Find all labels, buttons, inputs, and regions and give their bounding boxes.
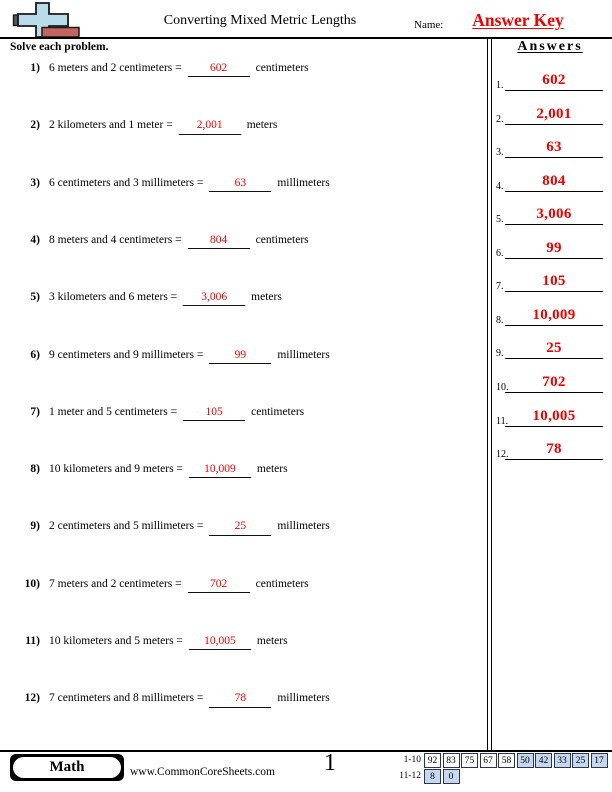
score-cell: 58 <box>498 753 515 768</box>
answers-list-item <box>494 235 606 261</box>
score-cells <box>424 769 461 784</box>
problem-row <box>20 578 309 593</box>
answer-inline-value: 10,005 <box>204 635 236 647</box>
answer-item-number: 1. <box>496 80 504 91</box>
answer-blank <box>188 234 250 249</box>
problem-number: 8) <box>30 463 40 476</box>
problem-unit: centimeters <box>255 577 309 590</box>
problem-text: 8 meters and 4 centimeters = <box>49 233 182 246</box>
answer-item-line <box>505 440 603 460</box>
answer-blank <box>189 635 251 650</box>
answer-inline-value: 78 <box>234 692 247 705</box>
problem-number: 2) <box>30 119 40 132</box>
page-title: Converting Mixed Metric Lengths <box>163 13 357 28</box>
problem-number: 4) <box>30 233 40 246</box>
answer-inline-value: 804 <box>210 233 228 246</box>
answer-item-value: 10,005 <box>532 407 576 424</box>
score-row <box>388 769 609 784</box>
answer-item-value: 2,001 <box>536 105 572 122</box>
subject-badge-label: Math <box>13 757 121 778</box>
answer-item-line <box>505 71 603 91</box>
answers-list-item <box>494 302 606 328</box>
answers-list-item <box>494 134 606 160</box>
page-number: 1 <box>324 750 336 776</box>
problem-text: 7 meters and 2 centimeters = <box>49 577 182 590</box>
answer-item-value: 3,006 <box>536 206 572 223</box>
problem-text: 2 centimeters and 5 millimeters = <box>49 520 204 533</box>
answers-list-item <box>494 168 606 194</box>
problem-unit: meters <box>251 291 282 304</box>
score-cell: 50 <box>517 753 534 768</box>
answer-item-value: 63 <box>546 139 562 156</box>
answer-item-line <box>505 239 603 259</box>
subject-badge <box>10 754 124 781</box>
answer-item-line <box>505 339 603 359</box>
answer-item-line <box>505 373 603 393</box>
commoncoresheets-logo-icon <box>12 2 82 39</box>
problem-text: 9 centimeters and 9 millimeters = <box>49 348 204 361</box>
problem-row <box>20 692 330 707</box>
answer-blank <box>183 406 245 421</box>
problem-row <box>20 119 277 134</box>
answer-item-number: 9. <box>496 348 504 360</box>
answers-list-item <box>494 201 606 227</box>
score-cell: 0 <box>443 769 460 784</box>
answer-inline-value: 99 <box>234 348 247 361</box>
answer-item-line <box>505 138 603 158</box>
score-cell: 25 <box>572 753 589 768</box>
problem-number: 1) <box>30 62 40 74</box>
problem-number: 9) <box>30 520 40 533</box>
answers-list-item <box>494 67 606 93</box>
name-label: Name: <box>414 19 444 31</box>
answer-item-number: 2. <box>496 113 504 125</box>
problem-text: 7 centimeters and 8 millimeters = <box>49 692 204 705</box>
answer-inline-value: 3,006 <box>201 291 228 304</box>
answer-blank <box>183 291 245 306</box>
answer-item-value: 99 <box>546 239 562 256</box>
answer-inline-value: 2,001 <box>196 119 223 132</box>
problem-row <box>20 234 309 249</box>
answer-inline-value: 702 <box>210 577 228 590</box>
answer-item-value: 10,009 <box>532 306 576 323</box>
problem-number: 7) <box>30 405 40 418</box>
answer-item-number: 6. <box>496 247 504 259</box>
answers-list-item <box>494 436 606 462</box>
answer-item-line <box>505 172 603 192</box>
problem-unit: centimeters <box>251 405 305 418</box>
answer-blank <box>209 349 271 364</box>
problem-unit: meters <box>246 119 278 132</box>
problem-unit: centimeters <box>255 62 309 74</box>
answer-item-value: 78 <box>546 441 562 458</box>
score-row <box>388 753 609 768</box>
problem-text: 2 kilometers and 1 meter = <box>49 119 173 132</box>
problem-row <box>20 62 309 77</box>
problem-number: 3) <box>30 176 40 189</box>
answer-item-value: 25 <box>546 340 562 357</box>
score-row-label: 11-12 <box>399 771 421 781</box>
answer-item-value: 105 <box>542 273 566 290</box>
answer-item-number: 12. <box>496 449 509 461</box>
problem-unit: millimeters <box>277 520 330 533</box>
answers-list-item <box>494 101 606 127</box>
answer-blank <box>209 520 271 535</box>
answer-item-number: 5. <box>496 214 504 226</box>
score-cell: 75 <box>461 753 478 768</box>
problem-row <box>20 291 282 306</box>
score-reference-table <box>388 753 609 785</box>
problem-number: 10) <box>24 577 40 590</box>
answers-list-item <box>494 369 606 395</box>
answer-item-value: 602 <box>542 72 566 88</box>
problem-text: 1 meter and 5 centimeters = <box>49 405 178 418</box>
answer-blank <box>209 692 271 707</box>
answer-inline-value: 25 <box>234 520 247 533</box>
problem-unit: meters <box>256 635 288 647</box>
answer-item-number: 3. <box>496 147 504 159</box>
problem-number: 11) <box>25 635 40 647</box>
answer-item-line <box>505 105 603 125</box>
score-cell: 33 <box>554 753 571 768</box>
answer-item-value: 804 <box>542 172 566 189</box>
answer-blank <box>179 119 241 134</box>
answers-list-item <box>494 268 606 294</box>
score-cell: 67 <box>480 753 497 768</box>
answer-item-number: 11. <box>496 415 509 427</box>
problem-unit: millimeters <box>277 348 330 361</box>
answer-item-number: 7. <box>496 281 504 293</box>
problem-text: 6 centimeters and 3 millimeters = <box>49 176 204 189</box>
score-cells <box>424 753 609 768</box>
problem-unit: millimeters <box>277 176 330 189</box>
problem-number: 5) <box>30 291 40 304</box>
instruction-text: Solve each problem. <box>10 41 109 53</box>
answer-item-value: 702 <box>542 373 566 390</box>
problem-text: 10 kilometers and 5 meters = <box>49 635 183 647</box>
answers-panel-divider <box>487 39 492 750</box>
answers-list-item <box>494 335 606 361</box>
problem-unit: meters <box>256 463 288 476</box>
score-cell: 92 <box>424 753 441 768</box>
problem-unit: centimeters <box>255 233 309 246</box>
problem-row <box>20 177 330 192</box>
website-text: www.CommonCoreSheets.com <box>130 766 275 778</box>
problem-row <box>20 635 288 650</box>
answers-panel-title: Answers <box>517 39 583 54</box>
answer-inline-value: 602 <box>210 62 228 74</box>
problem-number: 6) <box>30 348 40 361</box>
answer-inline-value: 105 <box>205 405 223 418</box>
problem-row <box>20 463 288 478</box>
answer-item-line <box>505 306 603 326</box>
answer-item-line <box>505 205 603 225</box>
problem-row <box>20 349 330 364</box>
answer-item-line <box>505 272 603 292</box>
score-cell: 8 <box>424 769 441 784</box>
answer-key-text: Answer Key <box>472 10 564 30</box>
problem-text: 10 kilometers and 9 meters = <box>49 463 183 476</box>
answer-blank <box>209 177 271 192</box>
problem-unit: millimeters <box>277 692 330 705</box>
answers-list-item <box>494 403 606 429</box>
score-cell: 83 <box>443 753 460 768</box>
problem-row <box>20 520 330 535</box>
problem-number: 12) <box>24 692 40 705</box>
answer-item-number: 10. <box>496 381 509 393</box>
score-cell: 17 <box>591 753 608 768</box>
answer-item-number: 4. <box>496 180 504 192</box>
answer-blank <box>188 62 250 77</box>
answer-blank <box>188 578 250 593</box>
answer-blank <box>189 463 251 478</box>
answer-inline-value: 63 <box>234 176 247 189</box>
problem-text: 6 meters and 2 centimeters = <box>49 62 182 74</box>
answer-item-line <box>505 407 603 427</box>
answer-inline-value: 10,009 <box>204 463 236 476</box>
score-row-label: 1-10 <box>403 755 421 765</box>
answer-item-number: 8. <box>496 314 504 326</box>
problem-text: 3 kilometers and 6 meters = <box>49 291 178 304</box>
problem-row <box>20 406 304 421</box>
score-cell: 42 <box>535 753 552 768</box>
